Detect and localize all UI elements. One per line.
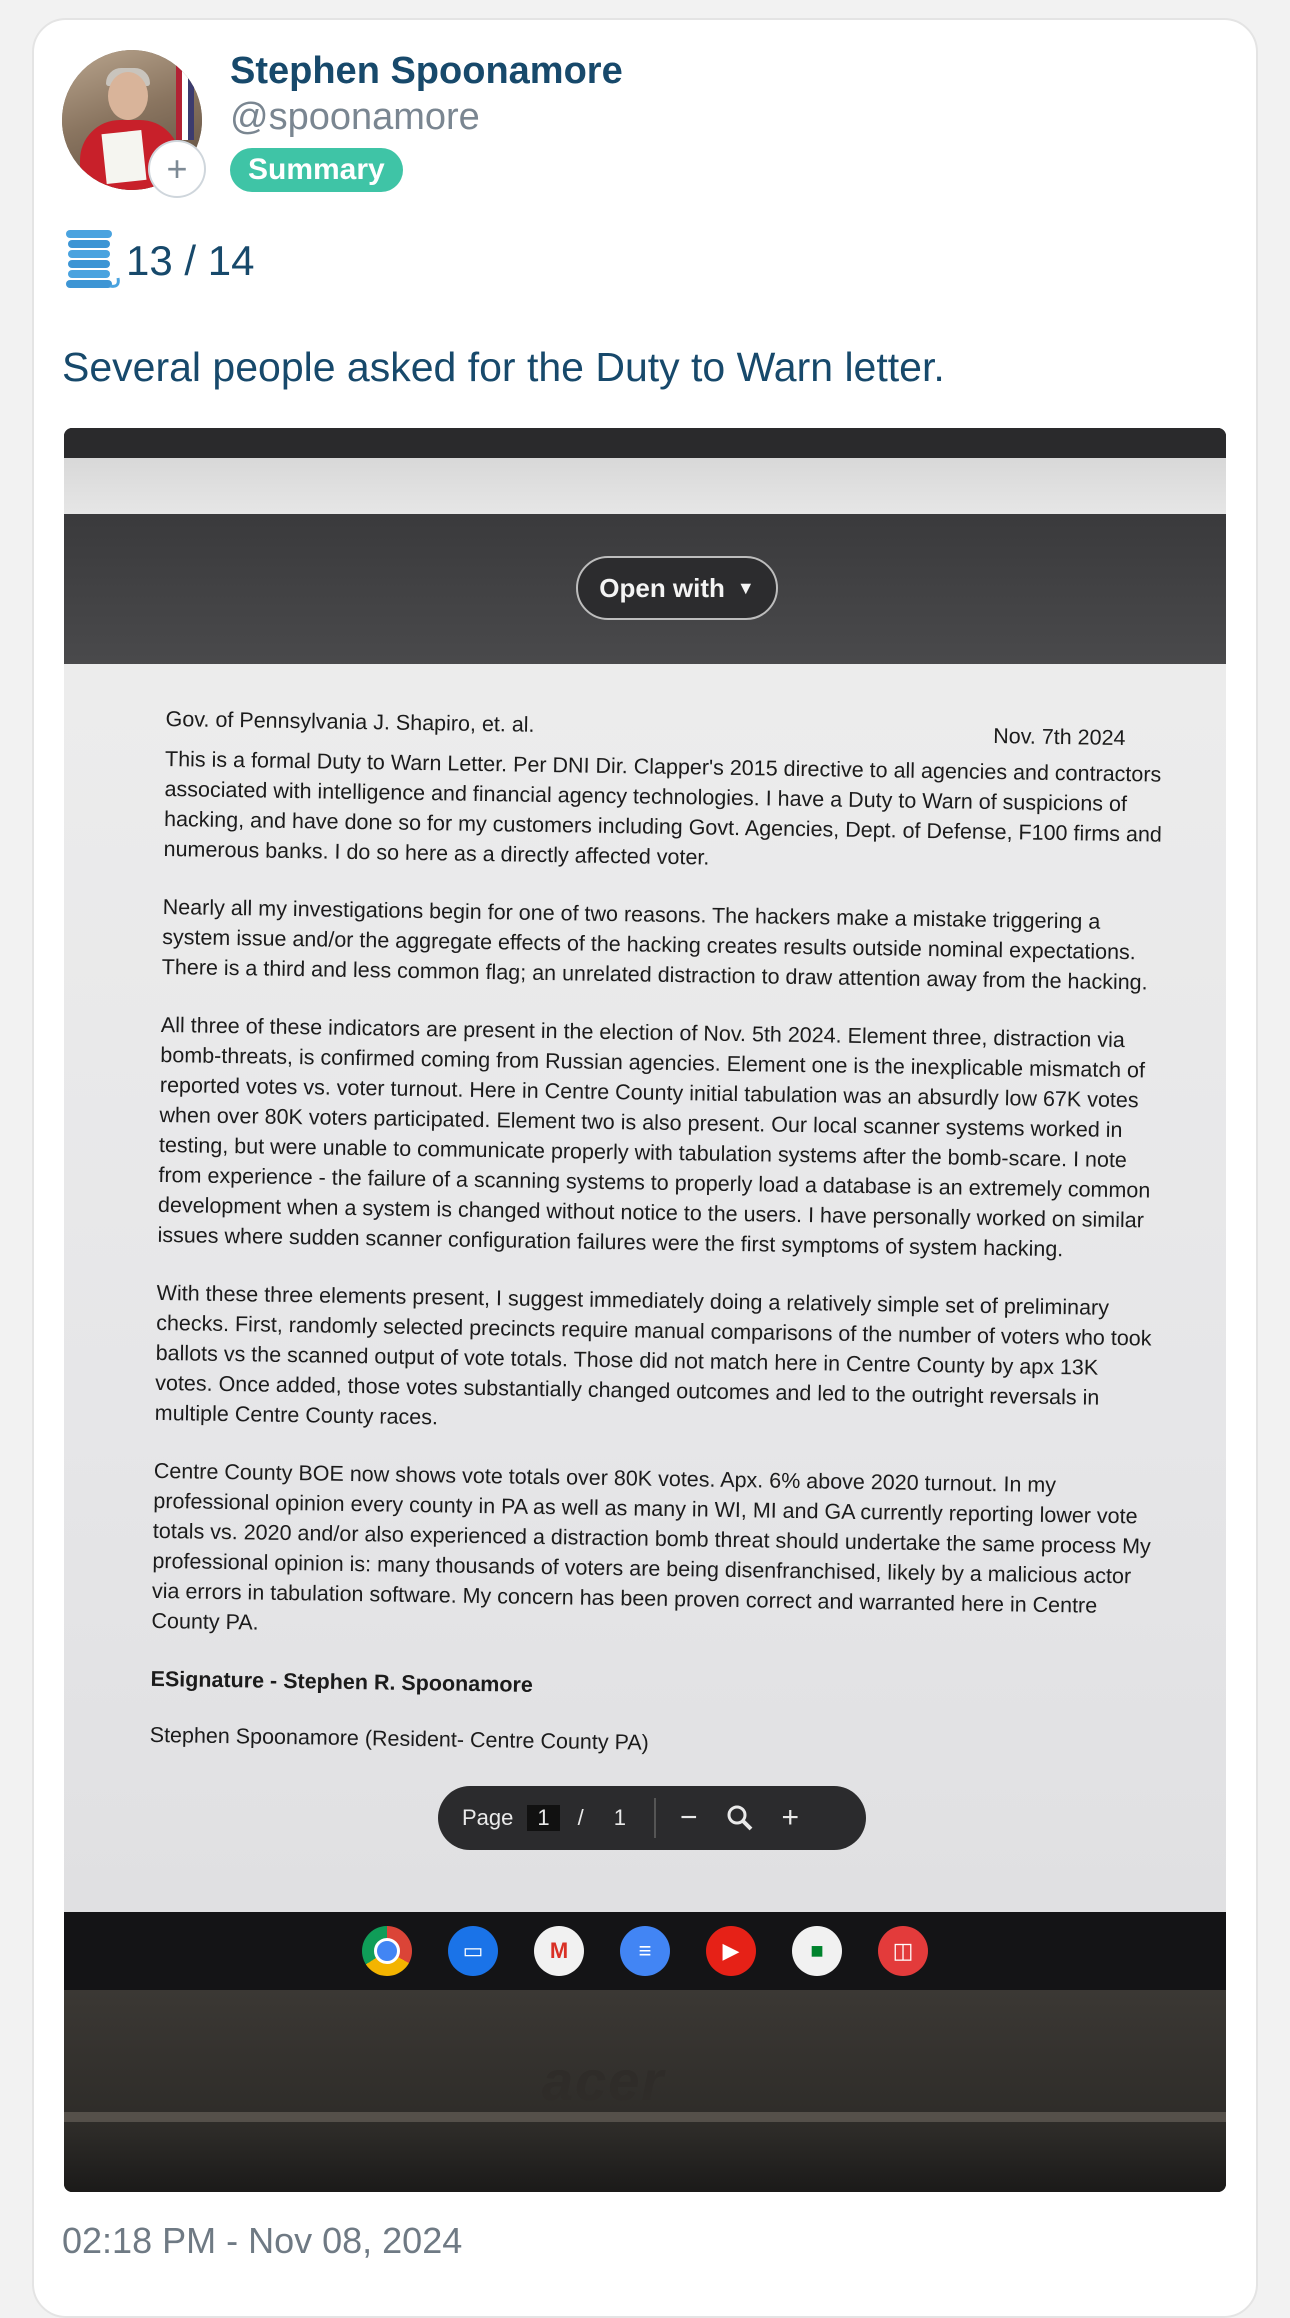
chevron-down-icon: ▼ [736, 577, 755, 598]
current-page-input[interactable]: 1 [527, 1805, 559, 1831]
letter-addressee: Gov. of Pennsylvania J. Shapiro, et. al. [165, 706, 535, 737]
laptop-hinge [64, 2112, 1226, 2122]
open-with-label: Open with [599, 572, 725, 603]
page-controls [438, 1786, 866, 1850]
letter-paragraph: This is a formal Duty to Warn Letter. Per DNI Dir. Clapper's 2015 directive to all agencies and contractors associated with intelligence and financial agency technologies. I have a Duty to Warn of suspicions of hacking, and have done so for my customers including Govt. Agencies, Dept. of Defense, F100 firms and numerous banks. I do so here as a directly affected voter. [163, 746, 1163, 870]
open-with-button[interactable] [576, 556, 778, 620]
author-name[interactable]: Stephen Spoonamore [230, 50, 623, 92]
chrome-icon[interactable] [362, 1926, 412, 1976]
post-timestamp[interactable]: 02:18 PM - Nov 08, 2024 [62, 2220, 463, 2261]
thread-count: 13 / 14 [126, 237, 255, 284]
thread-spool-icon [62, 228, 122, 294]
meet-icon[interactable]: ■ [792, 1926, 842, 1976]
post-image[interactable] [64, 428, 1226, 2192]
letter-paragraph: Nearly all my investigations begin for one of two reasons. The hackers make a mistake triggering a system issue and/or the aggregate effects of the hacking creates results outside nominal expectations. There is a third and less common flag; an unrelated distraction to draw attention away from the hacking. [161, 894, 1148, 995]
docs-icon[interactable]: ≡ [620, 1926, 670, 1976]
follow-plus-icon[interactable]: + [150, 142, 204, 196]
page-separator: / [577, 1805, 584, 1830]
zoom-icon[interactable] [726, 1804, 754, 1832]
letter-date: Nov. 7th 2024 [993, 723, 1126, 751]
letter-paragraph: All three of these indicators are present in the election of Nov. 5th 2024. Element three, distraction via bomb-threats, is confirmed coming from Russian agencies. Element one is the inexplicable mismatch of reported votes vs. voter turnout. Here in Centre County initial tabulation was an absurdly low 67K votes when over 80K voters participated. Element two is also present. Our local scanner systems worked in testing, but were unable to communicate properly with tabulation systems after the bomb-scare. I note from experience - the failure of a scanning systems to properly load a database is an extremely common development when a system is changed without notice to the users. I have personally worked on similar issues where sudden scanner configuration failures were the first symptoms of system hacking. [157, 1012, 1151, 1262]
app-icon[interactable]: ◫ [878, 1926, 928, 1976]
youtube-icon[interactable]: ▶ [706, 1926, 756, 1976]
letter-body [149, 698, 1165, 1766]
letter-resident: Stephen Spoonamore (Resident- Centre County PA) [149, 1722, 649, 1755]
files-icon[interactable]: ▭ [448, 1926, 498, 1976]
post-text: Several people asked for the Duty to Warn letter. [62, 344, 945, 390]
gmail-icon[interactable]: M [534, 1926, 584, 1976]
author-handle[interactable]: @spoonamore [230, 96, 480, 138]
zoom-in-button[interactable]: + [781, 1801, 800, 1834]
thread-position [62, 228, 254, 294]
page-label: Page [462, 1805, 514, 1830]
summary-badge[interactable]: Summary [230, 148, 403, 192]
screen-top-edge [64, 428, 1226, 458]
zoom-out-button[interactable]: − [680, 1801, 698, 1834]
laptop-brand-logo: acer [542, 2049, 666, 2112]
divider [654, 1798, 656, 1838]
total-pages: 1 [613, 1805, 627, 1830]
letter-signature: ESignature - Stephen R. Spoonamore [150, 1666, 533, 1697]
taskbar-shelf [64, 1912, 1226, 1990]
letter-paragraph: Centre County BOE now shows vote totals over 80K votes. Apx. 6% above 2020 turnout. In my professional opinion every county in PA as well as many in WI, MI and GA currently reporting lower vote totals vs. 2020 and/or also experienced a distraction bomb threat should undertake the same process My professional opinion is: many thousands of voters are being disenfranchised, likely by a malicious actor via errors in tabulation software. My concern has been proven correct and warranted here in Centre County PA. [151, 1458, 1151, 1635]
letter-paragraph: With these three elements present, I suggest immediately doing a relatively simple set of preliminary checks. First, randomly selected precincts require manual comparisons of the number of voters who took ballots vs the scanned output of vote totals. Those did not match here in Centre County by apx 13K votes. Once added, those votes substantially changed outcomes and led to the outright reversals in multiple Centre County races. [154, 1280, 1152, 1430]
